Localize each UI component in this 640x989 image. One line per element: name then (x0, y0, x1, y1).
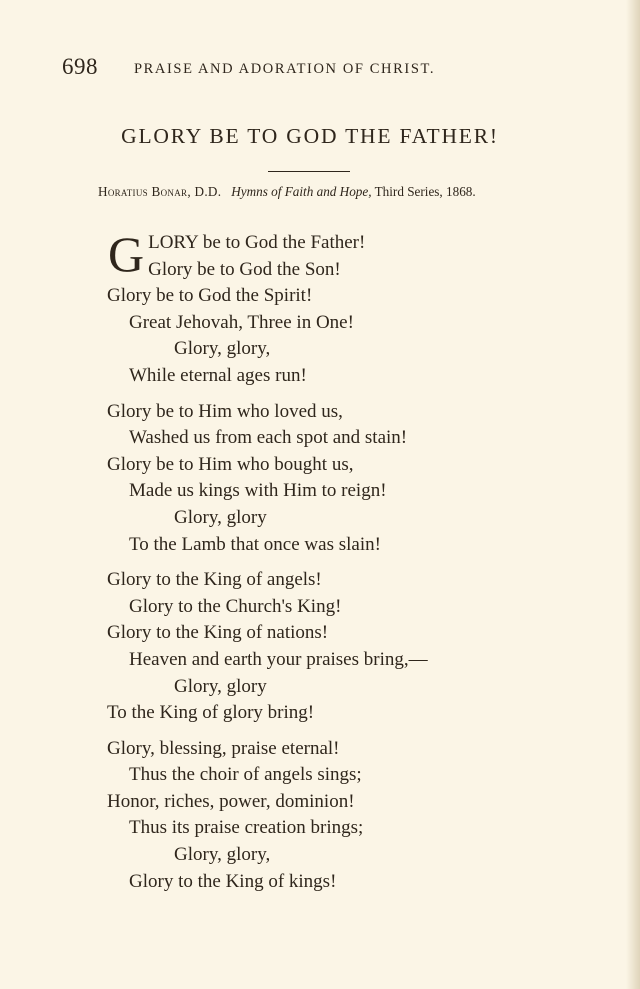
first-line-rest: LORY be to God the Father! (148, 232, 366, 253)
verse-line: Glory to the King of angels! (107, 569, 322, 591)
stanza-3 (107, 567, 527, 727)
stanza-2 (107, 399, 527, 559)
verse-line: To the Lamb that once was slain! (129, 533, 381, 555)
stanza-4 (107, 736, 527, 896)
verse-line: Washed us from each spot and stain! (129, 427, 408, 449)
verse-line: Honor, riches, power, dominion! (107, 790, 355, 812)
running-head: PRAISE AND ADORATION OF CHRIST. (134, 61, 436, 77)
verse-line: Thus the choir of angels sings; (129, 764, 362, 786)
verse-line: Glory, glory, (174, 338, 271, 360)
verse-line: Glory to the Church's King! (129, 595, 342, 617)
verse-line: Glory, glory, (174, 844, 271, 866)
verse-line (107, 230, 527, 257)
verse-line: Glory be to God the Son! (148, 258, 341, 280)
verse-line: Glory to the King of kings! (129, 870, 337, 892)
attribution-work: Hymns of Faith and Hope, (231, 184, 372, 199)
drop-cap-letter: G (108, 226, 145, 282)
page-header (62, 54, 502, 84)
attribution-author: Horatius Bonar, D.D. (98, 184, 222, 199)
verse-line: To the King of glory bring! (107, 702, 315, 724)
attribution (98, 184, 538, 200)
verse-line: Glory be to Him who loved us, (107, 400, 343, 422)
verse-line: Glory to the King of nations! (107, 622, 329, 644)
verse-line: Great Jehovah, Three in One! (129, 311, 354, 333)
attribution-series: Third Series, 1868. (374, 184, 476, 199)
verse-line: Glory be to Him who bought us, (107, 453, 354, 475)
verse-line: Glory, blessing, praise eternal! (107, 737, 340, 759)
title-divider-rule (268, 171, 350, 172)
verse-line: Glory be to God the Spirit! (107, 285, 313, 307)
page-number: 698 (62, 54, 98, 79)
verse-line: While eternal ages run! (129, 364, 307, 386)
verse-line: Glory, glory (174, 506, 267, 528)
hymn-text (107, 226, 527, 904)
stanza-1 (107, 226, 527, 390)
verse-line: Made us kings with Him to reign! (129, 480, 387, 502)
verse-line: Heaven and earth your praises bring,— (129, 648, 428, 670)
verse-line: Glory, glory (174, 675, 267, 697)
verse-line: Thus its praise creation brings; (129, 817, 364, 839)
hymn-title: GLORY BE TO GOD THE FATHER! (121, 124, 499, 148)
page-edge-shadow (626, 0, 640, 989)
